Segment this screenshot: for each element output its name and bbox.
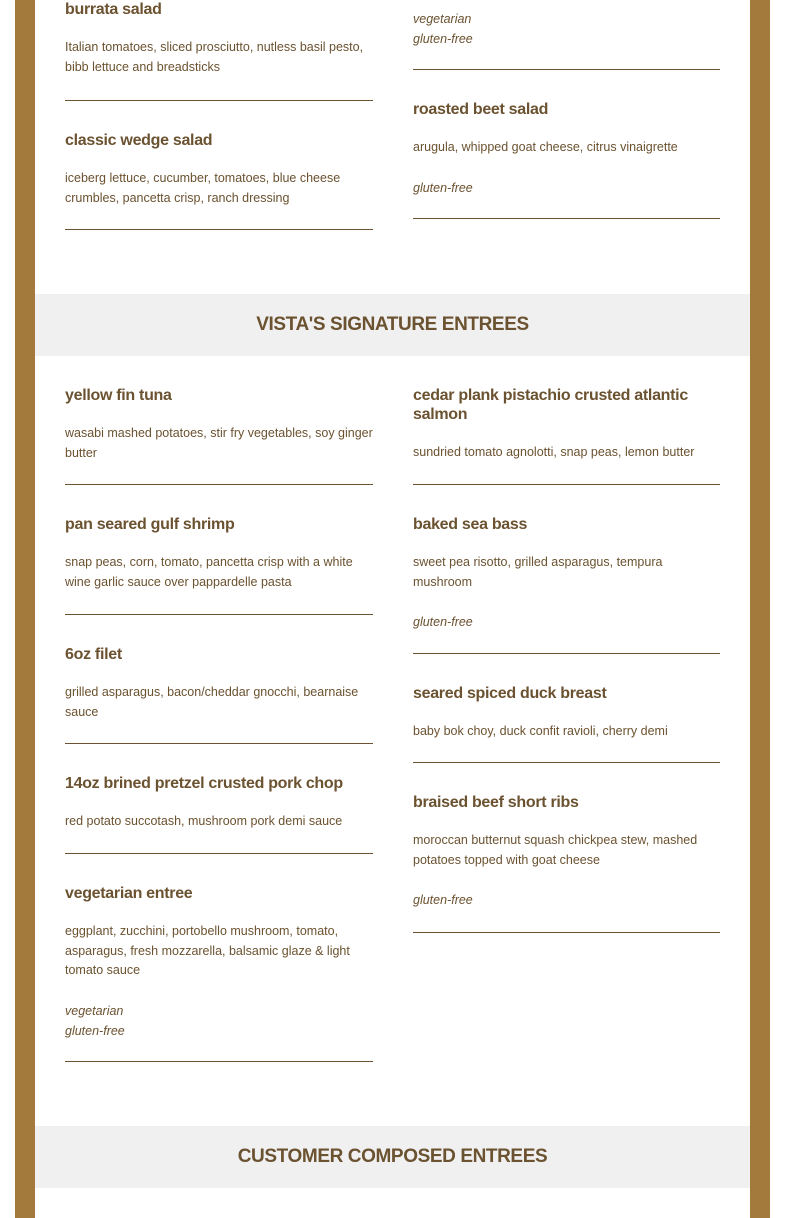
item-description: red potato succotash, mushroom pork demi sauce [65, 814, 343, 828]
item-name: burrata salad [65, 1, 162, 18]
tag-gluten-free: gluten-free [413, 32, 473, 46]
divider [413, 484, 720, 485]
item-name: braised beef short ribs [413, 794, 579, 811]
divider [65, 853, 373, 854]
dietary-tags [413, 178, 720, 198]
section-header-signature-entrees [35, 294, 750, 356]
item-name: yellow fin tuna [65, 387, 172, 404]
tag-gluten-free: gluten-free [65, 1023, 125, 1038]
divider [65, 484, 373, 485]
item-name: baked sea bass [413, 516, 528, 533]
item-description: iceberg lettuce, cucumber, tomatoes, blue cheese crumbles, pancetta crisp, ranch dressing [65, 171, 341, 205]
menu-item-yellow-fin-tuna [65, 386, 373, 463]
item-name: seared spiced duck breast [413, 685, 607, 702]
divider [65, 1061, 373, 1062]
menu-item-baked-sea-bass [413, 515, 720, 632]
item-description: arugula, whipped goat cheese, citrus vinaigrette [413, 140, 678, 154]
item-name: classic wedge salad [65, 132, 213, 149]
dietary-tags [413, 9, 720, 49]
menu-item-cedar-plank-salmon [413, 386, 720, 463]
divider [413, 932, 720, 933]
item-description: wasabi mashed potatoes, stir fry vegetables, soy ginger butter [65, 426, 373, 460]
divider [65, 743, 373, 744]
divider [65, 100, 373, 101]
menu-item-classic-wedge-salad [65, 131, 373, 208]
dietary-tags [413, 612, 720, 632]
item-name: vegetarian entree [65, 885, 193, 902]
tag-vegetarian: vegetarian [65, 1003, 124, 1018]
divider [65, 614, 373, 615]
dietary-tags [413, 890, 720, 910]
section-title: VISTA'S SIGNATURE ENTREES [256, 314, 529, 335]
item-description: grilled asparagus, bacon/cheddar gnocchi, bearnaise sauce [65, 685, 359, 719]
item-description: sweet pea risotto, grilled asparagus, tempura mushroom [413, 555, 663, 589]
item-description: moroccan butternut squash chickpea stew, mashed potatoes topped with goat cheese [413, 833, 698, 867]
item-description: Italian tomatoes, sliced prosciutto, nutless basil pesto, bibb lettuce and breadsticks [65, 40, 364, 74]
section-title: CUSTOMER COMPOSED ENTREES [237, 1146, 548, 1167]
menu-item-vegetarian-entree [65, 884, 373, 1041]
menu-item-seared-spiced-duck-breast [413, 684, 720, 742]
tag-gluten-free: gluten-free [413, 180, 473, 195]
menu-item-pork-chop [65, 774, 373, 832]
item-name: 14oz brined pretzel crusted pork chop [65, 775, 343, 792]
item-description: sundried tomato agnolotti, snap peas, lemon butter [413, 445, 695, 459]
divider [413, 653, 720, 654]
divider [413, 762, 720, 763]
tag-gluten-free: gluten-free [413, 893, 473, 907]
item-name: roasted beet salad [413, 101, 549, 118]
item-description: baby bok choy, duck confit ravioli, cherry demi [413, 724, 668, 738]
item-description: eggplant, zucchini, portobello mushroom, tomato, asparagus, fresh mozzarella, balsamic glaze & light tomato sauce [65, 924, 350, 977]
menu-item-roasted-beet-salad [413, 100, 720, 198]
menu-item-pan-seared-gulf-shrimp [65, 515, 373, 592]
tag-vegetarian: vegetarian [413, 12, 472, 26]
item-name: 6oz filet [65, 646, 122, 663]
item-description: snap peas, corn, tomato, pancetta crisp with a white wine garlic sauce over pappardelle pasta [65, 555, 353, 589]
menu-item-burrata-salad [65, 0, 373, 77]
item-name: pan seared gulf shrimp [65, 516, 235, 533]
dietary-tags [65, 1001, 373, 1041]
menu-item-6oz-filet [65, 645, 373, 722]
item-name: cedar plank pistachio crusted atlantic salmon [413, 387, 688, 423]
menu-item-previous-tags [413, 9, 720, 49]
section-header-customer-composed-entrees [35, 1126, 750, 1188]
divider [413, 218, 720, 219]
divider [413, 69, 720, 70]
tag-gluten-free: gluten-free [413, 615, 473, 629]
divider [65, 229, 373, 230]
menu-item-braised-beef-short-ribs [413, 793, 720, 910]
